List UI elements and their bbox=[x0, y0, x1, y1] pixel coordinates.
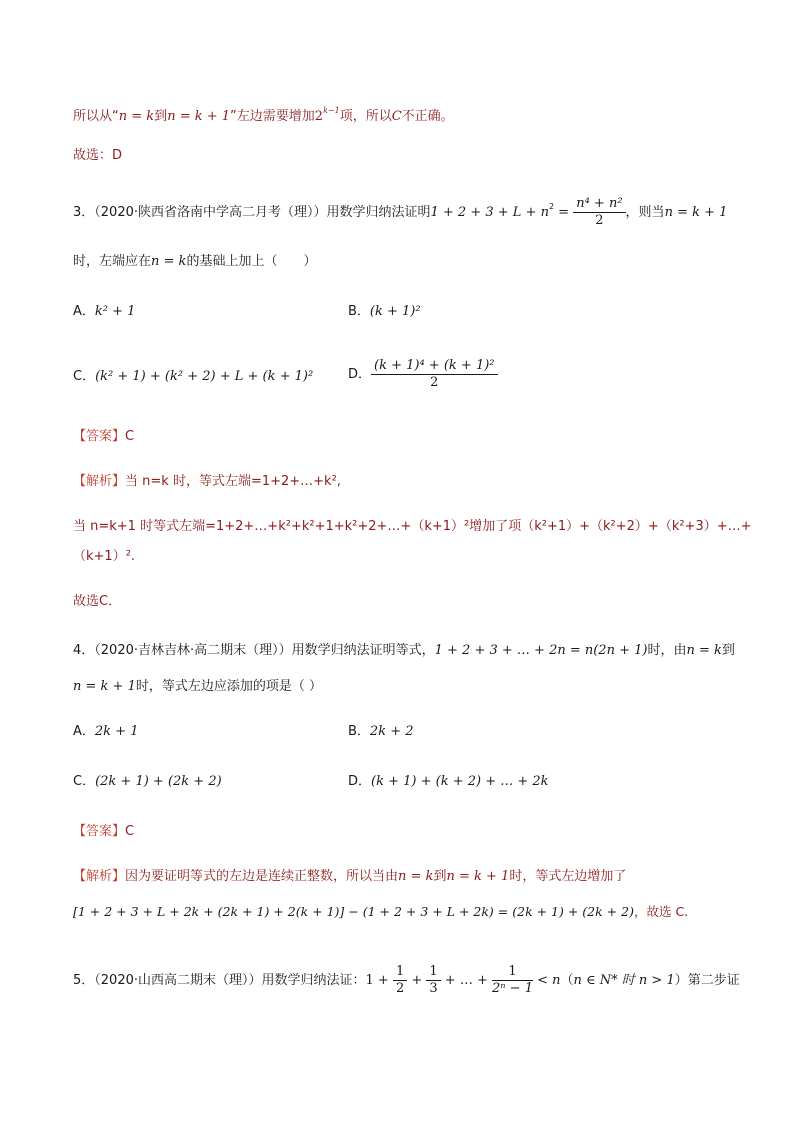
q3-option-c: C．(k² + 1) + (k² + 2) + L + (k + 1)² bbox=[73, 369, 314, 384]
q4-option-b: B．2k + 2 bbox=[348, 724, 414, 739]
q3-option-a: A．k² + 1 bbox=[73, 304, 136, 319]
q4-option-a: A．2k + 1 bbox=[73, 724, 139, 739]
q3-conclusion: 故选C． bbox=[73, 594, 122, 609]
q3-option-d: D． $\frac{\text{(k + 1)⁴ + (k + 1)²}}{2}$ bbox=[348, 358, 498, 391]
prev-choice: 故选：D bbox=[73, 148, 123, 163]
q3-answer: 【答案】C bbox=[73, 429, 135, 444]
q4-analysis-line1: 【解析】因为要证明等式的左边是连续正整数，所以当由n = k到n = k + 1时，等式左边增加了 bbox=[73, 869, 627, 884]
q4-option-c: C．(2k + 1) + (2k + 2) bbox=[73, 774, 222, 789]
q3-fraction: $\frac{\text{n⁴ + n²}}{2}$ bbox=[573, 196, 625, 229]
prev-solution-line: 所以从“n = k到n = k + 1”左边需要增加$2^{k-1}$项，所以C不正确。 bbox=[73, 106, 454, 124]
q3-analysis-line1: 【解析】当 n=k 时，等式左端=1+2+…+k², bbox=[73, 474, 341, 489]
q3-stem-line1: 3．（2020·陕西省洛南中学高二月考（理））用数学归纳法证明$1 + 2 + 3 + L + n^2$ = $\frac{\text{n⁴ + n²}}{2}$ ，则当n = k + 1 bbox=[73, 196, 728, 228]
q4-answer: 【答案】C bbox=[73, 824, 135, 839]
q4-option-d: D．(k + 1) + (k + 2) + … + 2k bbox=[348, 774, 549, 789]
q4-stem-line2: n = k + 1时，等式左边应添加的项是（ ） bbox=[73, 679, 322, 694]
q3-analysis-line3: （k+1）². bbox=[73, 549, 136, 564]
q4-analysis-line2: [1 + 2 + 3 + L + 2k + (2k + 1) + 2(k + 1)] − (1 + 2 + 3 + L + 2k) = (2k + 1) + (2k + 2)，故选 C. bbox=[73, 904, 689, 919]
q3-option-b: B．(k + 1)² bbox=[348, 304, 421, 319]
q5-stem-line1: 5．（2020·山西高二期末（理））用数学归纳法证：1 + $\frac{1}{2}$ + $\frac{1}{3}$ + … + $\frac{1}{\text{2ⁿ − 1}}$ < n（n ∈ N* 时 n > 1）第二步证 bbox=[73, 964, 740, 996]
q3-analysis-line2: 当 n=k+1 时等式左端=1+2+…+k²+k²+1+k²+2+…+（k+1）²增加了项（k²+1）+（k²+2）+（k²+3）+…+ bbox=[73, 519, 752, 534]
q3-stem-line2: 时，左端应在n = k的基础上加上（ ） bbox=[73, 254, 317, 269]
q4-stem-line1: 4．（2020·吉林吉林·高二期末（理））用数学归纳法证明等式，1 + 2 + 3 + … + 2n = n(2n + 1)时，由n = k到 bbox=[73, 643, 735, 658]
